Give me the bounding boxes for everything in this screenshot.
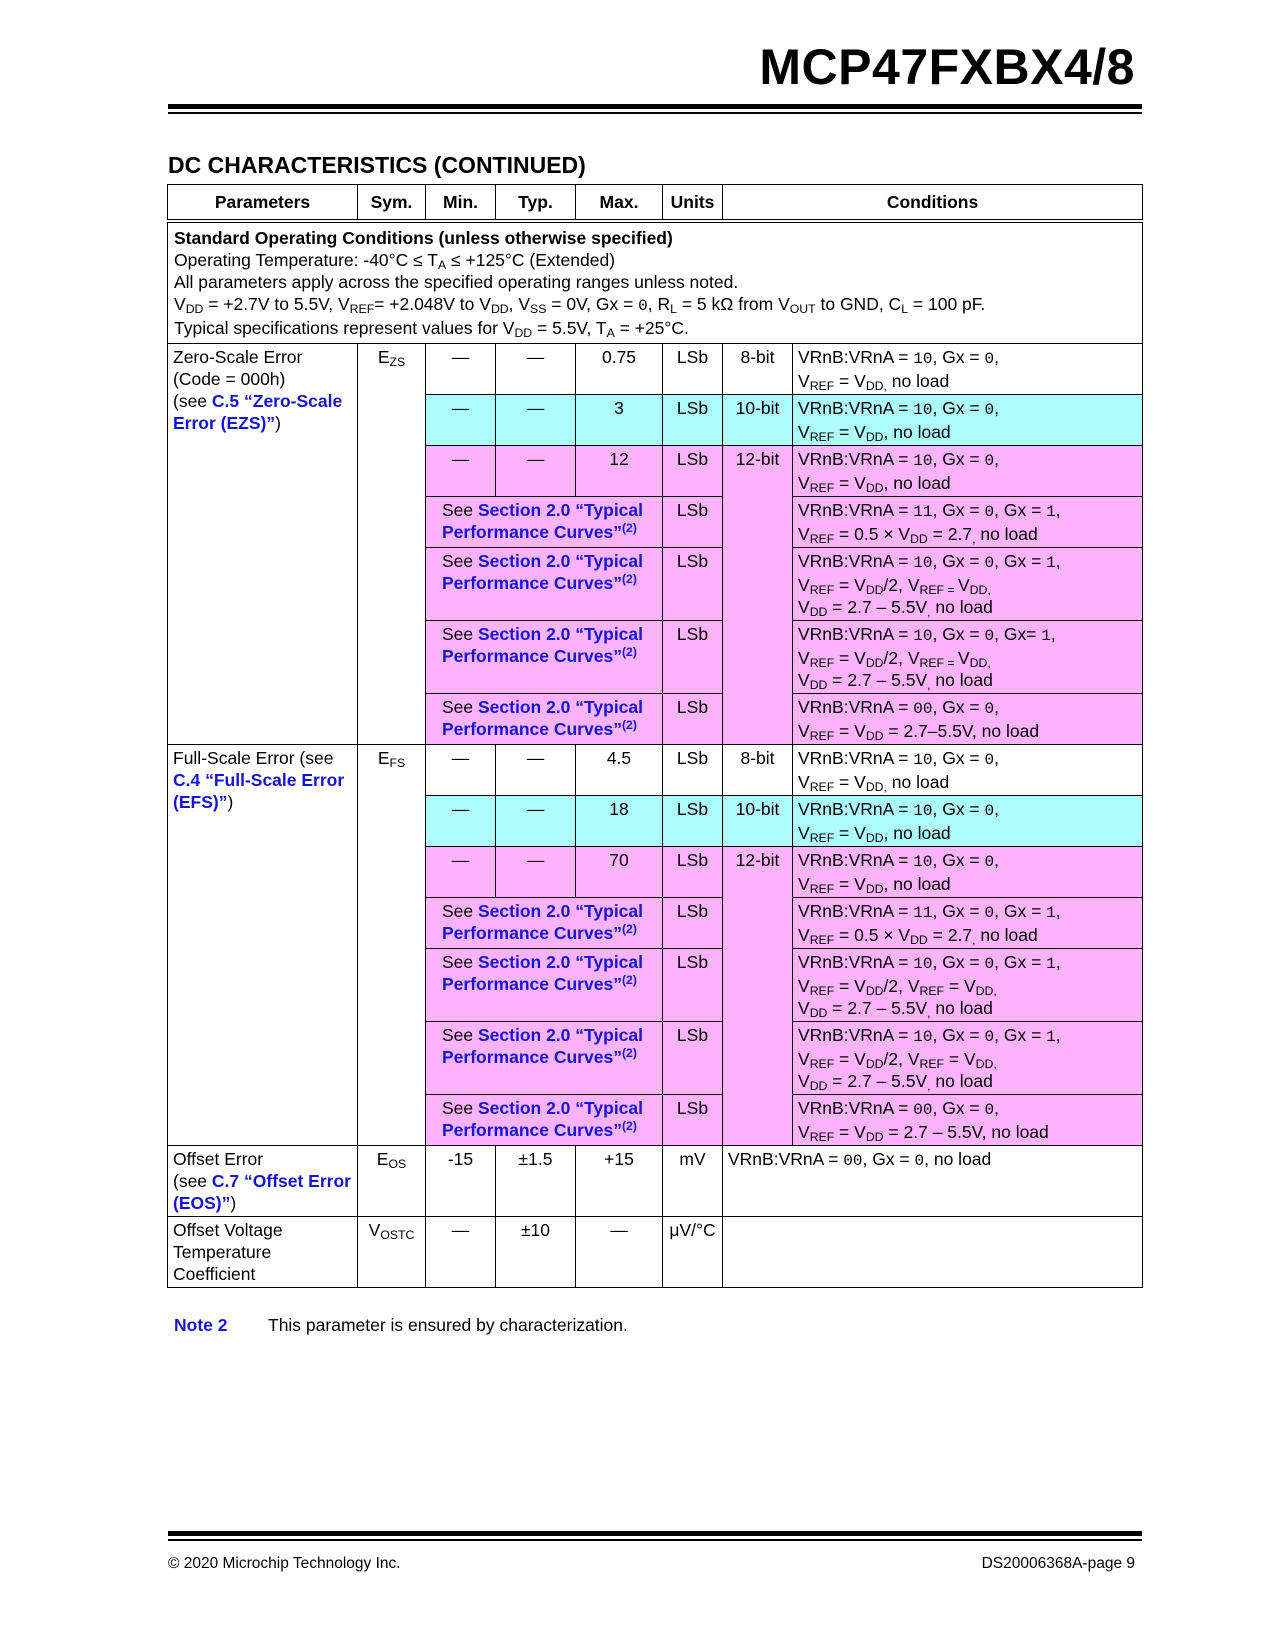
conditions-supply: $V_{DD} = +2.7V$ to 5.5V, $V_{REF}= +2.048V$ to $V_{DD}$, $V_{SS} = 0V$, Gx = 0, $R_L = 5$ kΩ from $V_{OUT}$ to GND, $C_L = 100$ pF. xyxy=(174,294,986,316)
sym-vostc: $V_{OSTC}$ xyxy=(358,1217,426,1288)
min-value: — xyxy=(426,745,496,796)
footer-rule-thin xyxy=(168,1539,1142,1541)
bits-label: 10-bit xyxy=(723,796,793,847)
units-value: LSb xyxy=(663,446,723,497)
table-row xyxy=(168,745,1143,796)
min-value: — xyxy=(426,446,496,497)
sym-ezs: $E_{ZS}$ xyxy=(358,344,426,745)
header-row xyxy=(168,185,1143,222)
condition: VRnB:VRnA = 10, Gx = 0, $V_{REF} = V_{DD}$, no load xyxy=(793,446,1143,497)
conditions-temperature: Operating Temperature: $-40^\circ C \le T_A \le +125^\circ C$ (Extended) xyxy=(174,250,616,272)
condition: VRnB:VRnA = 00, Gx = 0, $V_{REF} = V_{DD} = 2.7 - 5.5V$, no load xyxy=(793,1095,1143,1146)
table-row xyxy=(168,1146,1143,1217)
conditions-ranges: All parameters apply across the specified operating ranges unless noted. xyxy=(174,272,739,292)
typical-curves-link[interactable]: Section 2.0 “Typical Performance Curves”$^{(2)}$ xyxy=(442,901,644,943)
part-number-title: MCP47FXBX4/8 xyxy=(759,39,1135,95)
min-value: — xyxy=(426,796,496,847)
min-value: -15 xyxy=(426,1146,496,1217)
condition: VRnB:VRnA = 10, Gx = 0, $V_{REF} = V_{DD}$, no load xyxy=(793,796,1143,847)
col-sym: Sym. xyxy=(358,185,426,222)
see-typical-curves: See Section 2.0 “Typical Performance Curves”$^{(2)}$ xyxy=(426,548,663,621)
typ-value: — xyxy=(496,847,576,898)
max-value: 4.5 xyxy=(576,745,663,796)
max-value: +15 xyxy=(576,1146,663,1217)
condition: VRnB:VRnA = 10, Gx = 0, $V_{REF} = V_{DD}$, no load xyxy=(793,395,1143,446)
typ-value: ±10 xyxy=(496,1217,576,1288)
condition: VRnB:VRnA = 00, Gx = 0, $V_{REF} = V_{DD} = 2.7-5.5V$, no load xyxy=(793,694,1143,745)
typical-curves-link[interactable]: Section 2.0 “Typical Performance Curves”$^{(2)}$ xyxy=(442,500,644,542)
units-value: LSb xyxy=(663,344,723,395)
units-value: LSb xyxy=(663,621,723,694)
units-value: LSb xyxy=(663,1022,723,1095)
units-value: LSb xyxy=(663,796,723,847)
col-parameters: Parameters xyxy=(168,185,358,222)
param-offset-error: Offset Error (see C.7 “Offset Error (EOS)”) xyxy=(168,1146,358,1217)
header-rule-thin xyxy=(168,112,1142,114)
condition: VRnB:VRnA = 10, Gx = 0, Gx = 1, $V_{REF} = V_{DD}/2$, $V_{REF} = V_{DD,}$ $V_{DD} = 2.7 - 5.5V_,$ no load xyxy=(793,949,1143,1022)
min-value: — xyxy=(426,1217,496,1288)
typ-value: — xyxy=(496,446,576,497)
bits-label: 8-bit xyxy=(723,344,793,395)
typ-value: — xyxy=(496,796,576,847)
units-value: LSb xyxy=(663,949,723,1022)
typical-curves-link[interactable]: Section 2.0 “Typical Performance Curves”$^{(2)}$ xyxy=(442,697,644,739)
units-value: LSb xyxy=(663,847,723,898)
max-value: 12 xyxy=(576,446,663,497)
condition: VRnB:VRnA = 10, Gx = 0, Gx= 1, $V_{REF} = V_{DD}/2$, $V_{REF =}$ $V_{DD,}$ $V_{DD} = 2.7 - 5.5V_,$ no load xyxy=(793,621,1143,694)
sym-efs: $E_{FS}$ xyxy=(358,745,426,1146)
units-value: μV/°C xyxy=(663,1217,723,1288)
see-typical-curves: See Section 2.0 “Typical Performance Curves”$^{(2)}$ xyxy=(426,694,663,745)
full-scale-link[interactable]: C.4 “Full-Scale Error (EFS)” xyxy=(173,770,345,812)
see-typical-curves: See Section 2.0 “Typical Performance Curves”$^{(2)}$ xyxy=(426,1095,663,1146)
max-value: 0.75 xyxy=(576,344,663,395)
param-zero-scale: Zero-Scale Error (Code = 000h) (see C.5 “Zero-Scale Error (EZS)”) xyxy=(168,344,358,745)
condition: VRnB:VRnA = 10, Gx = 0, Gx = 1, $V_{REF} = V_{DD}/2$, $V_{REF} = V_{DD,}$ $V_{DD} = 2.7 - 5.5V_,$ no load xyxy=(793,1022,1143,1095)
units-value: LSb xyxy=(663,548,723,621)
see-typical-curves: See Section 2.0 “Typical Performance Curves”$^{(2)}$ xyxy=(426,949,663,1022)
typical-curves-link[interactable]: Section 2.0 “Typical Performance Curves”$^{(2)}$ xyxy=(442,1098,644,1140)
condition: VRnB:VRnA = 11, Gx = 0, Gx = 1, $V_{REF} = 0.5 \times V_{DD} = 2.7_,$ no load xyxy=(793,497,1143,548)
header-rule-thick xyxy=(168,104,1142,109)
operating-conditions-row xyxy=(168,221,1143,344)
footer-copyright: © 2020 Microchip Technology Inc. xyxy=(168,1555,401,1572)
units-value: LSb xyxy=(663,898,723,949)
footer-page-number: DS20006368A-page 9 xyxy=(981,1555,1135,1572)
bits-label: 12-bit xyxy=(723,446,793,745)
units-value: LSb xyxy=(663,497,723,548)
max-value: 18 xyxy=(576,796,663,847)
max-value: — xyxy=(576,1217,663,1288)
bits-label: 10-bit xyxy=(723,395,793,446)
typical-curves-link[interactable]: Section 2.0 “Typical Performance Curves”$^{(2)}$ xyxy=(442,952,644,994)
offset-error-link[interactable]: C.7 “Offset Error (EOS)” xyxy=(173,1171,351,1213)
condition: VRnB:VRnA = 10, Gx = 0, $V_{REF} = V_{DD,}$ no load xyxy=(793,344,1143,395)
condition xyxy=(723,1217,1143,1288)
col-typ: Typ. xyxy=(496,185,576,222)
section-title: DC CHARACTERISTICS (CONTINUED) xyxy=(168,152,586,178)
footnote xyxy=(174,1315,628,1336)
param-offset-tc: Offset Voltage Temperature Coefficient xyxy=(168,1217,358,1288)
conditions-typical: Typical specifications represent values for $V_{DD} = 5.5V$, $T_A = +25^\circ C$. xyxy=(174,318,689,340)
zero-scale-link[interactable]: C.5 “Zero-Scale Error (EZS)” xyxy=(173,391,343,433)
condition: VRnB:VRnA = 10, Gx = 0, $V_{REF} = V_{DD,}$ no load xyxy=(793,745,1143,796)
units-value: mV xyxy=(663,1146,723,1217)
operating-conditions xyxy=(168,221,1143,344)
table-row xyxy=(168,1217,1143,1288)
typ-value: — xyxy=(496,745,576,796)
param-full-scale: Full-Scale Error (see C.4 “Full-Scale Error (EFS)”) xyxy=(168,745,358,1146)
condition: VRnB:VRnA = 11, Gx = 0, Gx = 1, $V_{REF} = 0.5 \times V_{DD} = 2.7_,$ no load xyxy=(793,898,1143,949)
footer-rule-thick xyxy=(168,1531,1142,1536)
units-value: LSb xyxy=(663,694,723,745)
condition: VRnB:VRnA = 10, Gx = 0, $V_{REF} = V_{DD}$, no load xyxy=(793,847,1143,898)
min-value: — xyxy=(426,344,496,395)
max-value: 3 xyxy=(576,395,663,446)
col-min: Min. xyxy=(426,185,496,222)
conditions-heading: Standard Operating Conditions (unless otherwise specified) xyxy=(174,228,673,248)
col-max: Max. xyxy=(576,185,663,222)
table-row xyxy=(168,344,1143,395)
typical-curves-link[interactable]: Section 2.0 “Typical Performance Curves”$^{(2)}$ xyxy=(442,1025,644,1067)
note-text: This parameter is ensured by characterization. xyxy=(268,1315,628,1335)
units-value: LSb xyxy=(663,1095,723,1146)
dc-characteristics-table xyxy=(167,184,1143,1288)
bits-label: 8-bit xyxy=(723,745,793,796)
max-value: 70 xyxy=(576,847,663,898)
typical-curves-link[interactable]: Section 2.0 “Typical Performance Curves”$^{(2)}$ xyxy=(442,624,644,666)
typ-value: — xyxy=(496,344,576,395)
condition: VRnB:VRnA = 10, Gx = 0, Gx = 1, $V_{REF} = V_{DD}/2$, $V_{REF =}$ $V_{DD,}$ $V_{DD} = 2.7 - 5.5V_,$ no load xyxy=(793,548,1143,621)
see-typical-curves: See Section 2.0 “Typical Performance Curves”$^{(2)}$ xyxy=(426,621,663,694)
see-typical-curves: See Section 2.0 “Typical Performance Curves”$^{(2)}$ xyxy=(426,497,663,548)
units-value: LSb xyxy=(663,745,723,796)
typ-value: ±1.5 xyxy=(496,1146,576,1217)
condition: VRnB:VRnA = 00, Gx = 0, no load xyxy=(723,1146,1143,1217)
see-typical-curves: See Section 2.0 “Typical Performance Curves”$^{(2)}$ xyxy=(426,1022,663,1095)
bits-label: 12-bit xyxy=(723,847,793,1146)
min-value: — xyxy=(426,395,496,446)
col-conditions: Conditions xyxy=(723,185,1143,222)
see-typical-curves: See Section 2.0 “Typical Performance Curves”$^{(2)}$ xyxy=(426,898,663,949)
typ-value: — xyxy=(496,395,576,446)
sym-eos: $E_{OS}$ xyxy=(358,1146,426,1217)
note-label[interactable]: Note 2 xyxy=(174,1315,228,1335)
min-value: — xyxy=(426,847,496,898)
col-units: Units xyxy=(663,185,723,222)
typical-curves-link[interactable]: Section 2.0 “Typical Performance Curves”$^{(2)}$ xyxy=(442,551,644,593)
units-value: LSb xyxy=(663,395,723,446)
